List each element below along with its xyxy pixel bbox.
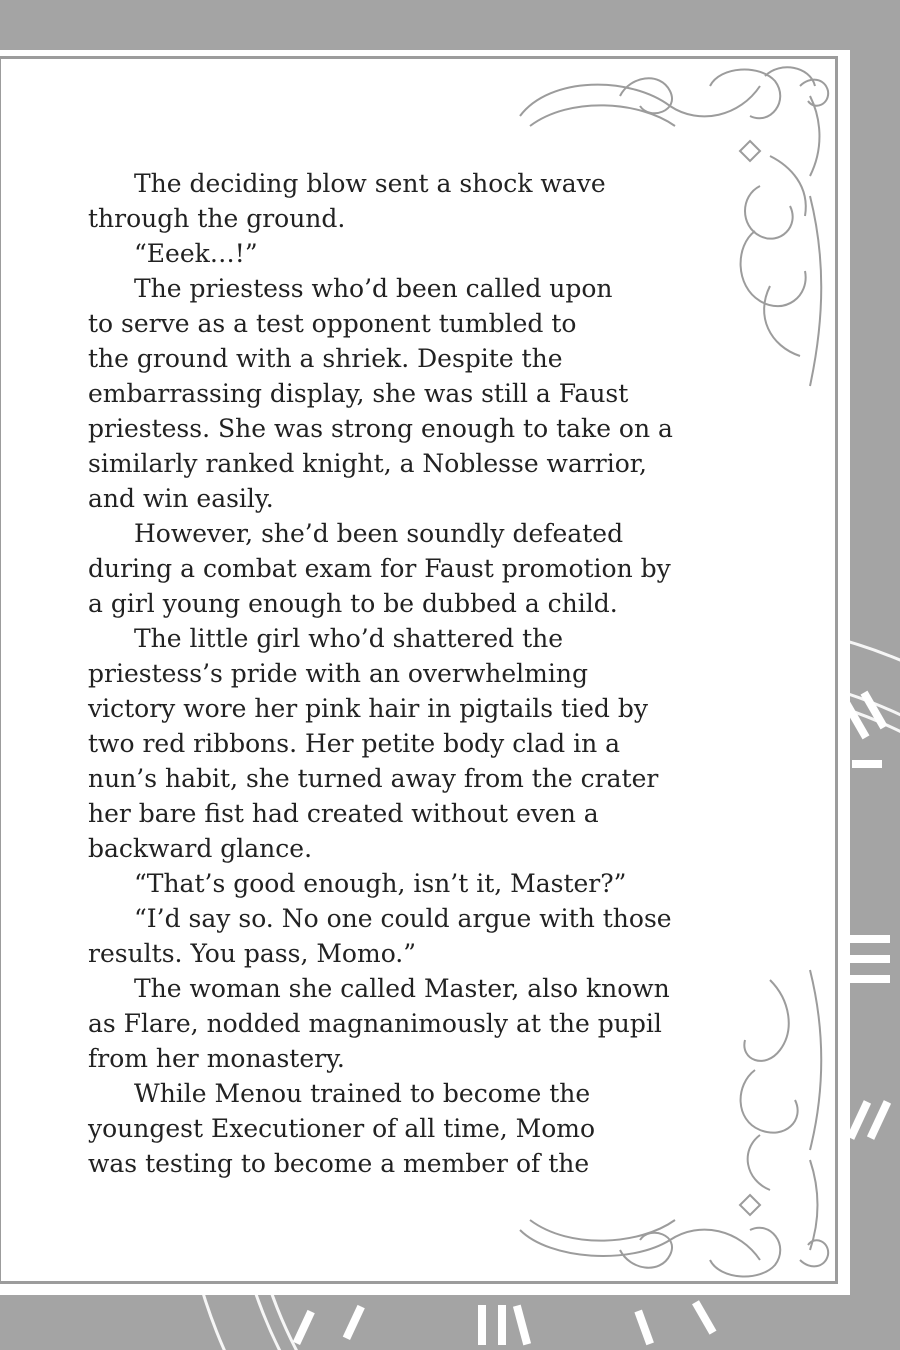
text-line: The priestess who’d been called upon [134, 274, 613, 303]
text-line: The woman she called Master, also known [134, 974, 670, 1003]
text-line: similarly ranked knight, a Noblesse warrior, [88, 449, 647, 478]
text-line: was testing to become a member of the [88, 1149, 590, 1178]
text-line: priestess. She was strong enough to take on a [88, 414, 673, 443]
text-line: two red ribbons. Her petite body clad in a [88, 729, 621, 758]
text-line: victory wore her pink hair in pigtails tied by [88, 694, 648, 723]
text-line: to serve as a test opponent tumbled to [88, 309, 577, 338]
text-line: her bare fist had created without even a [88, 799, 599, 828]
text-line: The deciding blow sent a shock wave [134, 169, 606, 198]
text-line: as Flare, nodded magnanimously at the pupil [88, 1009, 662, 1038]
text-line: “That’s good enough, isn’t it, Master?” [134, 869, 627, 898]
text-line: While Menou trained to become the [134, 1079, 591, 1108]
text-line: The little girl who’d shattered the [134, 624, 564, 653]
text-line: from her monastery. [88, 1044, 345, 1073]
text-line: a girl young enough to be dubbed a child. [88, 589, 618, 618]
text-line: through the ground. [88, 204, 346, 233]
text-line: However, she’d been soundly defeated [134, 519, 624, 548]
text-line: during a combat exam for Faust promotion by [88, 554, 671, 583]
text-line: “Eeek…!” [134, 239, 258, 268]
text-line: embarrassing display, she was still a Faust [88, 379, 629, 408]
page-text [88, 166, 728, 1181]
text-line: results. You pass, Momo.” [88, 939, 417, 968]
text-line: nun’s habit, she turned away from the crater [88, 764, 659, 793]
text-line: “I’d say so. No one could argue with those [134, 904, 672, 933]
text-line: the ground with a shriek. Despite the [88, 344, 563, 373]
text-line: backward glance. [88, 834, 313, 863]
text-line: and win easily. [88, 484, 274, 513]
text-line: priestess’s pride with an overwhelming [88, 659, 588, 688]
text-line: youngest Executioner of all time, Momo [88, 1114, 596, 1143]
